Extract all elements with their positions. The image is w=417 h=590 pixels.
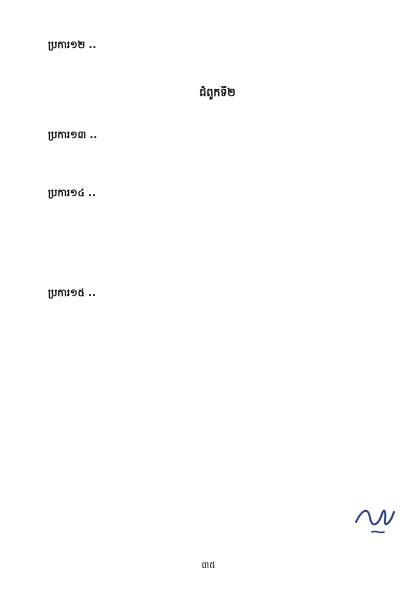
article-15-heading: ប្រការ១៥ .. <box>48 288 96 299</box>
handwritten-signature-icon <box>352 500 400 540</box>
article-12-heading: ប្រការ១២ .. <box>48 40 97 51</box>
article-15-body <box>48 301 387 313</box>
article-13 <box>48 126 387 184</box>
chapter-heading <box>48 86 387 120</box>
article-14 <box>48 184 387 284</box>
article-14-body <box>48 201 387 213</box>
page-number: ៣៥ <box>201 561 216 571</box>
article-13-body <box>48 143 387 155</box>
article-15 <box>48 284 387 444</box>
article-13-heading: ប្រការ១៣ .. <box>48 130 98 141</box>
article-12-body <box>48 53 387 65</box>
chapter-title <box>48 100 387 114</box>
article-14-heading: ប្រការ១៤ .. <box>48 188 96 199</box>
chapter-number: ជំពូកទី២ <box>199 86 236 99</box>
article-12 <box>48 36 387 80</box>
